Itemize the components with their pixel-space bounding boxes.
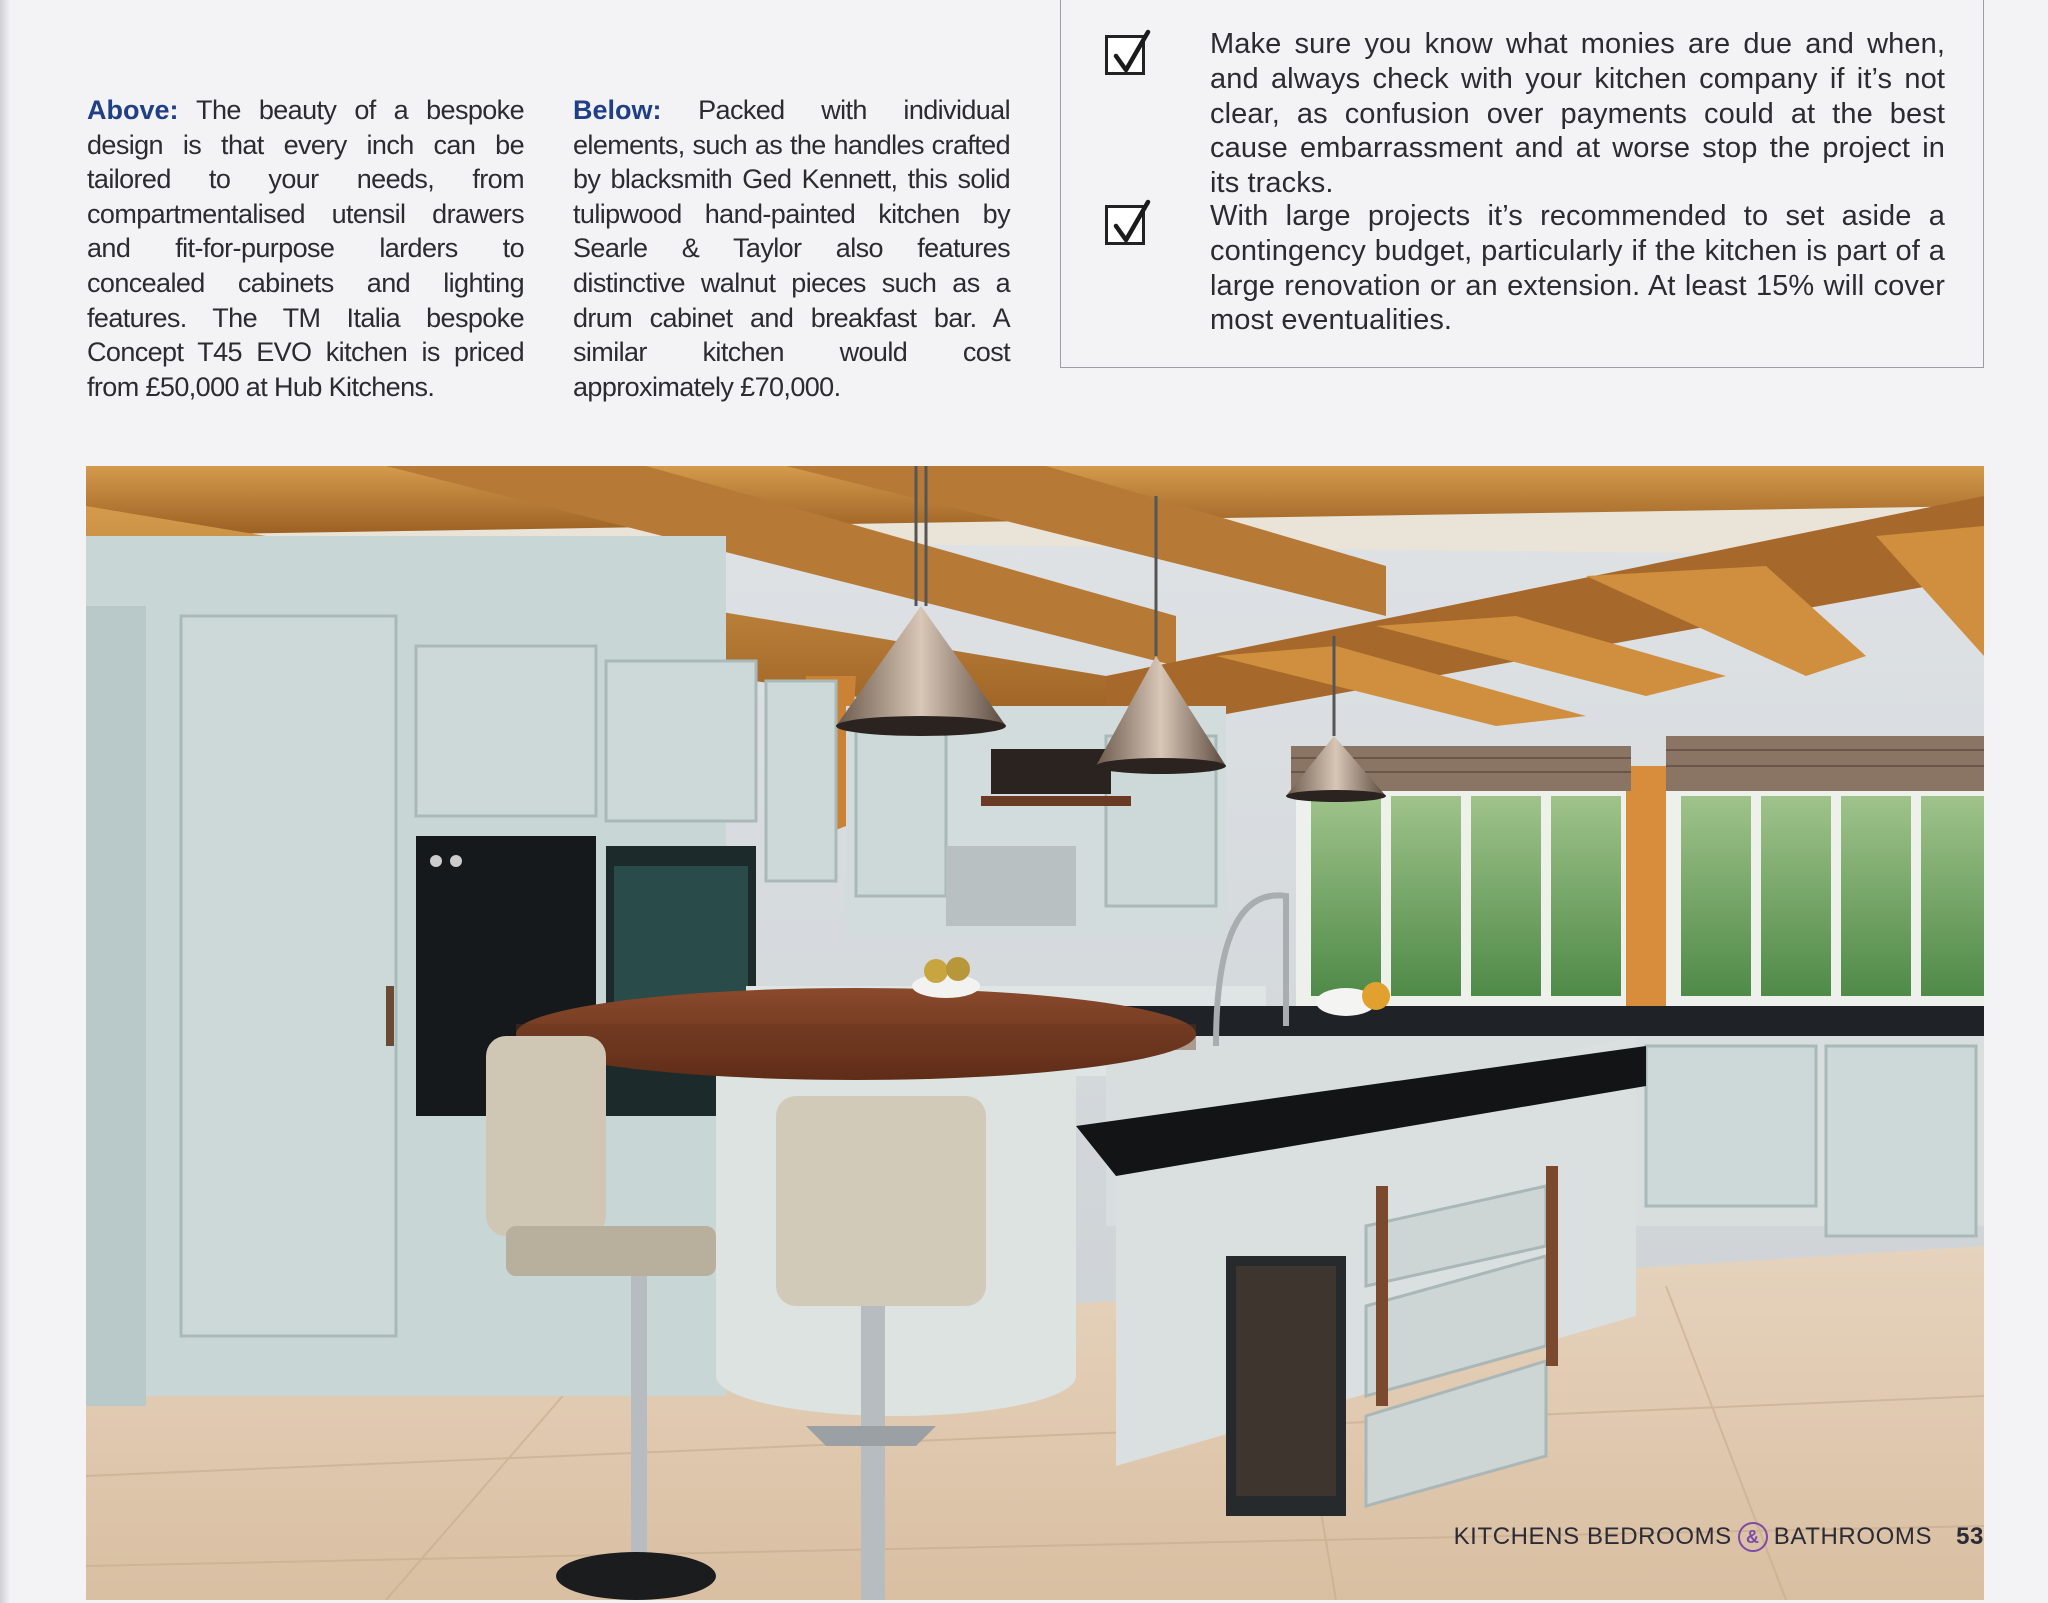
caption-below-text: Packed with individual elements, such as the handles crafted by blacksmith Ged Kennett, this solid tulipwood hand-painted kitchen by Searle & Taylor also features distinctive walnut pieces such as a drum cabinet and breakfast bar. A similar kitchen would cost approximately £70,000.	[573, 95, 1010, 402]
page-footer	[1454, 1519, 1984, 1555]
caption-below	[573, 93, 1010, 404]
tips-box	[1060, 0, 1984, 368]
caption-above-text: The beauty of a bespoke design is that every inch can be tailored to your needs, from compartmentalised utensil drawers and fit-for-purpose larders to concealed cabinets and lighting features. The TM Italia bespoke Concept T45 EVO kitchen is priced from £50,000 at Hub Kitchens.	[87, 95, 524, 402]
kitchen-photo	[86, 466, 1984, 1600]
ampersand-circle-icon: &	[1738, 1522, 1768, 1552]
caption-above-lead: Above:	[87, 95, 179, 125]
page-gutter-shadow	[0, 0, 10, 1603]
checkbox-checked-icon	[1105, 205, 1145, 245]
footer-magazine-name-part2: BATHROOMS	[1773, 1523, 1933, 1550]
checkbox-checked-icon	[1105, 35, 1145, 75]
caption-above	[87, 93, 524, 404]
page-number: 53	[1956, 1523, 1984, 1550]
caption-below-lead: Below:	[573, 95, 662, 125]
tip-text: Make sure you know what monies are due and when, and always check with your kitchen company if it’s not clear, as confusion over payments could at the best cause embarrassment and at worse stop the project in its tracks.	[1210, 28, 1945, 200]
tip-text: With large projects it’s recommended to set aside a contingency budget, particularly if the kitchen is part of a large renovation or an extension. At least 15% will cover most eventualities.	[1210, 200, 1945, 337]
footer-magazine-name-part1: KITCHENS BEDROOMS	[1453, 1523, 1732, 1550]
